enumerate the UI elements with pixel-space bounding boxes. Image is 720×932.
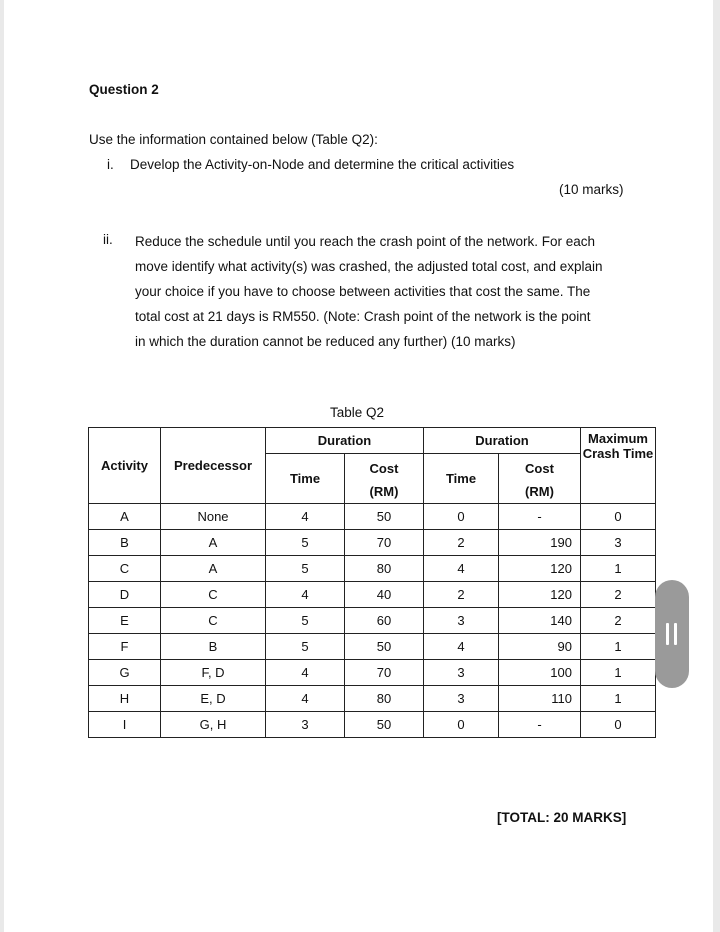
grip-line-icon [674,623,677,645]
cell-predecessor: E, D [161,686,266,712]
header-cost-unit: (RM) [525,483,554,499]
cell-time: 4 [266,504,345,530]
cell-predecessor: C [161,608,266,634]
cell-time: 5 [266,608,345,634]
cell-activity: C [89,556,161,582]
cell-predecessor: G, H [161,712,266,738]
cell-time: 4 [266,686,345,712]
cell-cost: 80 [345,556,424,582]
total-marks: [TOTAL: 20 MARKS] [497,810,627,825]
cell-predecessor: F, D [161,660,266,686]
cell-activity: E [89,608,161,634]
table-row [89,660,656,686]
cell-cost: 60 [345,608,424,634]
cell-max-crash: 1 [581,660,656,686]
part-i-marks: (10 marks) [559,182,624,197]
cell-max-crash: 2 [581,608,656,634]
cell-activity: H [89,686,161,712]
cell-predecessor: A [161,556,266,582]
cell-crash-cost: 190 [499,530,581,556]
cell-max-crash: 1 [581,686,656,712]
cell-activity: I [89,712,161,738]
cell-crash-time: 3 [424,608,499,634]
part-ii-line: in which the duration cannot be reduced any further) (10 marks) [135,334,516,349]
cell-cost: 80 [345,686,424,712]
cell-crash-time: 0 [424,712,499,738]
cell-activity: G [89,660,161,686]
cell-predecessor: None [161,504,266,530]
cell-max-crash: 1 [581,556,656,582]
table-row [89,712,656,738]
cell-crash-cost: - [499,504,581,530]
part-ii-line: your choice if you have to choose between activities that cost the same. The [135,284,591,299]
cell-crash-cost: 90 [499,634,581,660]
table-row [89,608,656,634]
grip-line-icon [666,623,669,645]
cell-crash-cost: 100 [499,660,581,686]
cell-predecessor: A [161,530,266,556]
document-page [4,0,713,932]
cell-crash-time: 3 [424,660,499,686]
cell-crash-time: 3 [424,686,499,712]
header-max-crash-time: Maximum Crash Time [581,428,656,504]
cell-time: 5 [266,556,345,582]
part-i-text: Develop the Activity-on-Node and determine the critical activities [130,157,515,172]
cell-max-crash: 0 [581,504,656,530]
header-cost-normal [345,454,424,504]
cell-crash-cost: - [499,712,581,738]
part-ii-line: total cost at 21 days is RM550. (Note: Crash point of the network is the point [135,309,591,324]
header-predecessor: Predecessor [161,428,266,504]
table-caption: Table Q2 [330,405,385,420]
header-cost-crash [499,454,581,504]
cell-cost: 50 [345,712,424,738]
header-cost-label: Cost [525,460,554,476]
cell-predecessor: B [161,634,266,660]
header-cost-label: Cost [369,460,399,476]
cell-max-crash: 0 [581,712,656,738]
cell-time: 4 [266,582,345,608]
cell-activity: A [89,504,161,530]
cell-crash-time: 0 [424,504,499,530]
table-row [89,582,656,608]
cell-activity: F [89,634,161,660]
cell-cost: 50 [345,634,424,660]
header-time-normal: Time [266,454,345,504]
header-duration-normal: Duration [266,428,424,454]
cell-cost: 40 [345,582,424,608]
cell-max-crash: 2 [581,582,656,608]
cell-time: 5 [266,530,345,556]
cell-crash-time: 4 [424,634,499,660]
cell-crash-time: 2 [424,530,499,556]
part-ii-paragraph [135,229,640,354]
cell-time: 4 [266,660,345,686]
cell-max-crash: 1 [581,634,656,660]
header-activity: Activity [89,428,161,504]
cell-crash-cost: 120 [499,556,581,582]
part-ii-line: Reduce the schedule until you reach the crash point of the network. For each [135,234,596,249]
scroll-handle[interactable] [655,580,689,688]
table-row [89,634,656,660]
header-cost-unit: (RM) [369,483,399,499]
header-time-crash: Time [424,454,499,504]
intro-text: Use the information contained below (Table Q2): [89,132,378,147]
part-i-number: i. [107,157,114,172]
cell-cost: 70 [345,660,424,686]
table-row [89,530,656,556]
table-row [89,556,656,582]
cell-activity: B [89,530,161,556]
cell-predecessor: C [161,582,266,608]
cell-crash-cost: 140 [499,608,581,634]
cell-time: 3 [266,712,345,738]
cell-crash-cost: 110 [499,686,581,712]
cell-crash-time: 4 [424,556,499,582]
cell-crash-cost: 120 [499,582,581,608]
table-row [89,504,656,530]
cell-time: 5 [266,634,345,660]
part-ii-line: move identify what activity(s) was crashed, the adjusted total cost, and explain [135,259,603,274]
table-q2 [88,427,656,738]
header-duration-crash: Duration [424,428,581,454]
cell-cost: 70 [345,530,424,556]
cell-cost: 50 [345,504,424,530]
cell-max-crash: 3 [581,530,656,556]
part-ii-number: ii. [103,232,113,247]
cell-activity: D [89,582,161,608]
question-heading: Question 2 [89,82,159,97]
cell-crash-time: 2 [424,582,499,608]
table-row [89,686,656,712]
